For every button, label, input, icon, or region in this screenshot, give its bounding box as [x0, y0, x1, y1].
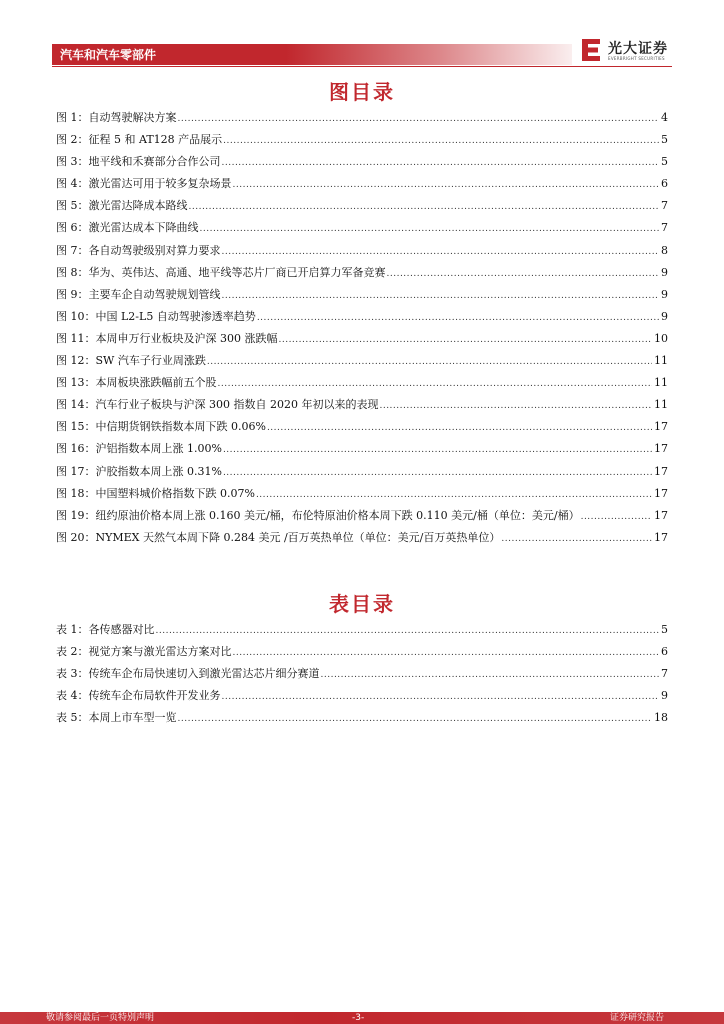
- leader-dots: [387, 269, 660, 279]
- toc-entry[interactable]: [56, 219, 668, 241]
- toc-entry[interactable]: [56, 396, 668, 418]
- entry-page: 11: [654, 398, 668, 412]
- entry-page: 5: [661, 623, 668, 636]
- leader-dots: [233, 648, 660, 658]
- leader-dots: [207, 357, 652, 367]
- entry-label: 图 19：纽约原油价格本周上涨 0.160 美元/桶，布伦特原油价格本周下跌 0.110 美元/桶（单位：美元/桶）: [56, 508, 580, 522]
- header-band: [52, 44, 572, 65]
- toc-entry[interactable]: [56, 709, 668, 731]
- leader-dots: [178, 114, 660, 124]
- entry-label: 图 3：地平线和禾赛部分合作公司: [56, 155, 221, 169]
- tables-list: [56, 621, 668, 731]
- entry-page: 11: [654, 376, 668, 390]
- entry-page: 7: [661, 667, 668, 681]
- leader-dots: [156, 626, 660, 636]
- entry-page: 11: [654, 354, 668, 368]
- entry-page: 17: [654, 486, 668, 500]
- entry-label: 图 9：主要车企自动驾驶规划管线: [56, 287, 221, 301]
- entry-page: 6: [661, 177, 668, 191]
- entry-label: 表 2：视觉方案与激光雷达方案对比: [56, 645, 232, 659]
- leader-dots: [222, 247, 660, 257]
- leader-dots: [222, 291, 660, 301]
- leader-dots: [223, 445, 652, 455]
- footer-page-number: -3-: [352, 1013, 365, 1023]
- leader-dots: [223, 136, 659, 146]
- leader-dots: [178, 714, 653, 724]
- leader-dots: [257, 313, 659, 323]
- leader-dots: [379, 401, 652, 411]
- toc-entry[interactable]: [56, 485, 668, 507]
- entry-label: 图 17：沪胶指数本周上涨 0.31%: [56, 464, 222, 478]
- entry-page: 5: [661, 155, 668, 169]
- toc-entry[interactable]: [56, 463, 668, 485]
- entry-label: 图 12：SW 汽车子行业周涨跌: [56, 354, 206, 368]
- entry-label: 图 16：沪铝指数本周上涨 1.00%: [56, 442, 222, 456]
- entry-page: 7: [661, 199, 668, 213]
- entry-label: 图 2：征程 5 和 AT128 产品展示: [56, 133, 223, 147]
- toc-entry[interactable]: [56, 330, 668, 352]
- entry-page: 6: [661, 645, 668, 659]
- entry-label: 表 4：传统车企布局软件开发业务: [56, 689, 221, 703]
- toc-entry[interactable]: [56, 507, 668, 529]
- footer-disclaimer: 敬请参阅最后一页特别声明: [46, 1013, 155, 1023]
- leader-dots: [200, 224, 660, 234]
- toc-entry[interactable]: [56, 665, 668, 687]
- leader-dots: [233, 180, 660, 190]
- tables-title: 表目录: [329, 592, 395, 616]
- entry-label: 表 1：各传感器对比: [56, 623, 155, 636]
- toc-entry[interactable]: [56, 418, 668, 440]
- leader-dots: [222, 158, 660, 168]
- toc-entry[interactable]: [56, 621, 668, 643]
- entry-page: 10: [654, 331, 668, 345]
- leader-dots: [581, 512, 652, 522]
- entry-page: 17: [654, 508, 668, 522]
- entry-label: 图 1：自动驾驶解决方案: [56, 111, 177, 124]
- figures-title: 图目录: [329, 80, 395, 104]
- entry-label: 图 6：激光雷达成本下降曲线: [56, 221, 199, 235]
- leader-dots: [278, 335, 652, 345]
- section-label: 汽车和汽车零部件: [60, 48, 157, 62]
- toc-entry[interactable]: [56, 529, 668, 551]
- toc-entry[interactable]: [56, 197, 668, 219]
- entry-page: 9: [661, 265, 668, 279]
- entry-page: 7: [661, 221, 668, 235]
- toc-entry[interactable]: [56, 264, 668, 286]
- entry-page: 17: [654, 464, 668, 478]
- toc-entry[interactable]: [56, 153, 668, 175]
- toc-entry[interactable]: [56, 374, 668, 396]
- leader-dots: [501, 534, 652, 544]
- everbright-logo-icon: [580, 38, 604, 62]
- entry-page: 18: [654, 711, 668, 725]
- entry-label: 图 18：中国塑料城价格指数下跌 0.07%: [56, 486, 255, 500]
- entry-label: 表 3：传统车企布局快速切入到激光雷达芯片细分赛道: [56, 667, 320, 681]
- entry-page: 9: [661, 689, 668, 703]
- entry-label: 图 14：汽车行业子板块与沪深 300 指数自 2020 年初以来的表现: [56, 398, 379, 412]
- entry-page: 9: [661, 287, 668, 301]
- entry-label: 图 5：激光雷达降成本路线: [56, 199, 188, 213]
- entry-label: 图 11：本周申万行业板块及沪深 300 涨跌幅: [56, 331, 278, 345]
- entry-label: 图 20：NYMEX 天然气本周下降 0.284 美元 /百万英热单位（单位：美元/百万英热单位）: [56, 530, 501, 544]
- toc-entry[interactable]: [56, 643, 668, 665]
- leader-dots: [222, 692, 660, 702]
- entry-label: 表 5：本周上市车型一览: [56, 711, 177, 725]
- figures-list: [56, 109, 668, 551]
- entry-label: 图 7：各自动驾驶级别对算力要求: [56, 243, 221, 257]
- leader-dots: [218, 379, 653, 389]
- entry-label: 图 10：中国 L2-L5 自动驾驶渗透率趋势: [56, 309, 256, 323]
- leader-dots: [256, 490, 652, 500]
- toc-entry[interactable]: [56, 109, 668, 131]
- entry-label: 图 4：激光雷达可用于较多复杂场景: [56, 177, 232, 191]
- entry-label: 图 8：华为、英伟达、高通、地平线等芯片厂商已开启算力军备竞赛: [56, 265, 386, 279]
- entry-page: 17: [654, 420, 668, 434]
- toc-entry[interactable]: [56, 352, 668, 374]
- leader-dots: [189, 202, 660, 212]
- entry-page: 8: [661, 243, 668, 257]
- toc-entry[interactable]: [56, 175, 668, 197]
- entry-label: 图 13：本周板块涨跌幅前五个股: [56, 376, 217, 390]
- entry-page: 4: [661, 111, 668, 124]
- logo-name: 光大证券: [608, 41, 668, 57]
- footer-report-type: 证券研究报告: [610, 1013, 665, 1023]
- entry-page: 9: [661, 309, 668, 323]
- footer-band: [0, 1012, 724, 1024]
- toc-entry[interactable]: [56, 440, 668, 462]
- toc-entry[interactable]: [56, 308, 668, 330]
- leader-dots: [223, 468, 652, 478]
- leader-dots: [267, 423, 652, 433]
- company-logo: [580, 36, 680, 66]
- toc-entry[interactable]: [56, 242, 668, 264]
- entry-page: 17: [654, 442, 668, 456]
- header-rule: [52, 66, 672, 67]
- toc-entry[interactable]: [56, 687, 668, 709]
- leader-dots: [321, 670, 660, 680]
- logo-subtitle: EVERBRIGHT SECURITIES: [608, 56, 665, 61]
- entry-page: 17: [654, 530, 668, 544]
- entry-label: 图 15：中信期货钢铁指数本周下跌 0.06%: [56, 420, 266, 434]
- toc-entry[interactable]: [56, 131, 668, 153]
- toc-entry[interactable]: [56, 286, 668, 308]
- entry-page: 5: [661, 133, 668, 147]
